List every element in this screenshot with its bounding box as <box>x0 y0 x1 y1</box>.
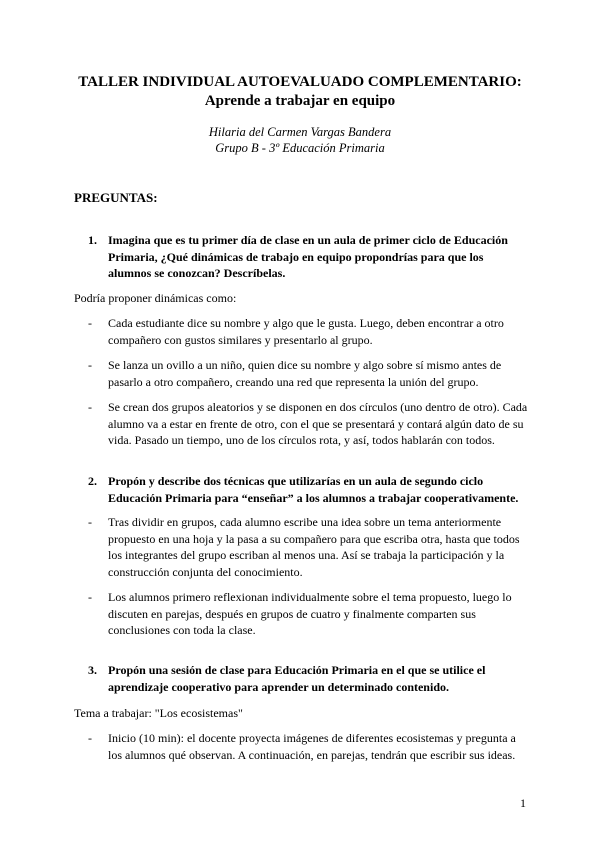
section-heading: PREGUNTAS: <box>74 190 158 205</box>
list-item-text: Inicio (10 min): el docente proyecta imágenes de diferentes ecosistemas y pregunta a los alumnos qué observan. A continuación, en parejas, tendrán que escribir sus ideas. <box>108 731 516 762</box>
question-2 <box>88 473 528 506</box>
question-text: Propón y describe dos técnicas que utilizarías en un aula de segundo ciclo Educación Primaria para “enseñar” a los alumnos a trabajar cooperativamente. <box>108 474 519 505</box>
document-subtitle: Aprende a trabajar en equipo <box>204 93 396 109</box>
question-number: 2. <box>88 474 97 488</box>
list-item <box>88 315 528 348</box>
question-3 <box>88 662 528 695</box>
question-text: Imagina que es tu primer día de clase en un aula de primer ciclo de Educación Primaria, ¿Qué dinámicas de trabajo en equipo propondrías para que los alumnos se conozcan? Descríbelas. <box>108 233 508 280</box>
document-title: TALLER INDIVIDUAL AUTOEVALUADO COMPLEMENTARIO: <box>78 74 522 90</box>
bullet-marker: - <box>88 731 92 745</box>
list-item-text: Se crean dos grupos aleatorios y se disponen en dos círculos (uno dentro de otro). Cada alumno va a estar en frente de otro, con el que se presentará y contará algún dato de su vida. Pasado un tiempo, uno de los círculos rota, y así, todos hablarán con todos. <box>108 400 528 447</box>
bullet-marker: - <box>88 515 92 529</box>
list-item <box>88 357 528 390</box>
author-group: Grupo B - 3º Educación Primaria <box>215 141 385 155</box>
list-item <box>88 730 528 763</box>
list-item <box>88 589 528 639</box>
list-item-text: Tras dividir en grupos, cada alumno escribe una idea sobre un tema anteriormente propuesto en una hoja y la pasa a su compañero para que escriba otra, hasta que todos los integrantes del grupo escriban al menos una. Así se trabaja la participación y la construcción conjunta del conocimiento. <box>108 515 520 579</box>
bullet-marker: - <box>88 316 92 330</box>
question-number: 1. <box>88 233 97 247</box>
question-1-intro: Podría proponer dinámicas como: <box>74 291 237 305</box>
question-1 <box>88 232 528 282</box>
bullet-marker: - <box>88 400 92 414</box>
list-item <box>88 514 528 580</box>
author-name: Hilaria del Carmen Vargas Bandera <box>208 125 392 139</box>
bullet-marker: - <box>88 590 92 604</box>
list-item-text: Cada estudiante dice su nombre y algo que le gusta. Luego, deben encontrar a otro compañero con gustos similares y presentarlo al grupo. <box>108 316 504 347</box>
list-item <box>88 399 528 449</box>
list-item-text: Los alumnos primero reflexionan individualmente sobre el tema propuesto, luego lo discuten en parejas, después en grupos de cuatro y finalmente comparten sus conclusiones con toda la clase. <box>108 590 512 637</box>
bullet-marker: - <box>88 358 92 372</box>
question-3-intro: Tema a trabajar: "Los ecosistemas" <box>74 706 243 720</box>
list-item-text: Se lanza un ovillo a un niño, quien dice su nombre y algo sobre sí mismo antes de pasarlo a otro compañero, creando una red que representa la unión del grupo. <box>108 358 502 389</box>
question-number: 3. <box>88 663 97 677</box>
page-number: 1 <box>520 796 526 810</box>
question-text: Propón una sesión de clase para Educación Primaria en el que se utilice el aprendizaje cooperativo para aprender un determinado contenido. <box>108 663 486 694</box>
